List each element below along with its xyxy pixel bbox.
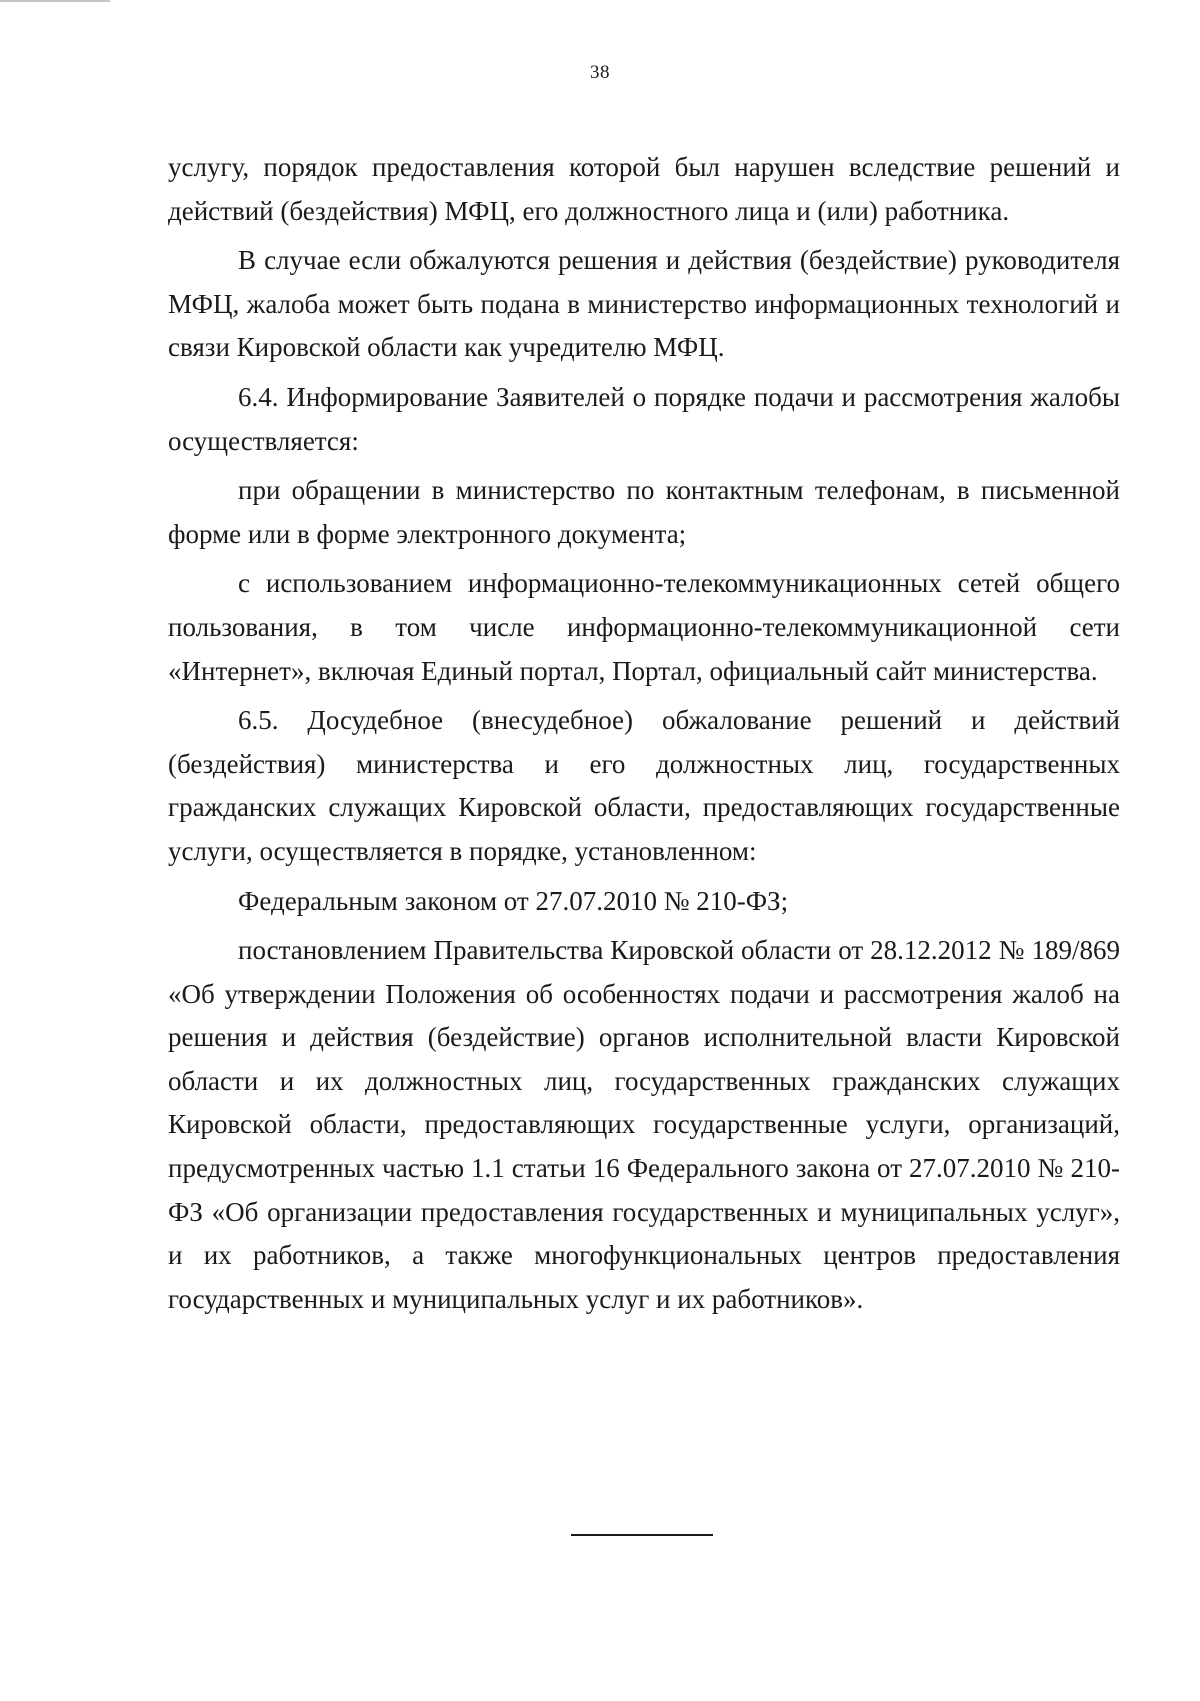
page-number: 38 [590,62,610,83]
scan-edge-mark [0,0,110,2]
document-body [168,146,1120,1321]
paragraph-federal-law: Федеральным законом от 27.07.2010 № 210-ФЗ; [238,885,789,916]
paragraph-mfc-head-complaint: В случае если обжалуются решения и действия (бездействие) руководителя МФЦ, жалоба может быть подана в министерство информационных технологий и связи Кировской области как учредителю МФЦ. [168,245,1120,363]
paragraph-ministry-contact: при обращении в министерство по контактным телефонам, в письменной форме или в форме электронного документа; [168,475,1120,549]
paragraph-6-5: 6.5. Досудебное (внесудебное) обжалование решений и действий (бездействия) министерства и его должностных лиц, государственных гражданских служащих Кировской области, предоставляющих государственные услуги, осуществляется в порядке, установленном: [168,705,1120,866]
paragraph-regional-decree: постановлением Правительства Кировской области от 28.12.2012 № 189/869 «Об утверждении Положения об особенностях подачи и рассмотрения жалоб на решения и действия (бездействие) органов исполнительной власти Кировской области и их должностных лиц, государственных гражданских служащих Кировской области, предоставляющих государственные услуги, организаций, предусмотренных частью 1.1 статьи 16 Федерального закона от 27.07.2010 № 210-ФЗ «Об организации предоставления государственных и муниципальных услуг», и их работников, а также многофункциональных центров предоставления государственных и муниципальных услуг и их работников». [168,935,1120,1314]
paragraph-internet-channels: с использованием информационно-телекоммуникационных сетей общего пользования, в том числе информационно-телекоммуникационной сети «Интернет», включая Единый портал, Портал, официальный сайт министерства. [168,568,1120,686]
paragraph-continuation: услугу, порядок предоставления которой был нарушен вследствие решений и действий (бездействия) МФЦ, его должностного лица и (или) работника. [168,152,1120,226]
end-of-document-rule [571,1534,713,1536]
paragraph-6-4: 6.4. Информирование Заявителей о порядке подачи и рассмотрения жалобы осуществляется: [168,381,1120,456]
